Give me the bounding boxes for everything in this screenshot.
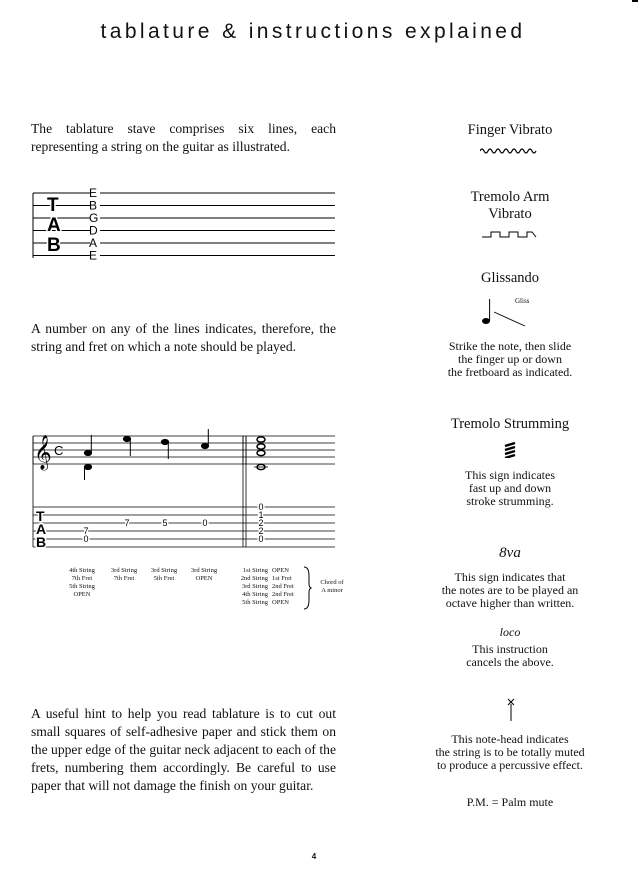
note-label-2: 3rd String 7th Fret [110,567,138,582]
treble-clef-icon: 𝄞 [34,436,52,469]
note-label-4: 3rd String OPEN [190,567,218,582]
hint-paragraph: A useful hint to help you read tablature is to cut out small squares of self-adhesive paper and stick them on the upper edge of the guitar neck adjacent to each of the frets, numbering them accordingly. Be careful to use paper that will not damage the finish on your guitar. [31,706,336,793]
glissando-heading: Glissando [481,270,539,286]
string-label: E [89,186,98,200]
note-head [84,450,91,455]
string-label: B [89,198,98,213]
note-head [201,443,208,448]
tab-letter-b: B [36,534,47,550]
time-signature: C [54,443,64,458]
note-label-3: 3rd String 5th Fret [150,567,178,582]
tab-letter-b: B [47,235,61,256]
chord-brace-icon [302,566,312,610]
gliss-label: Gliss [515,297,530,305]
whole-note [257,437,265,442]
page-number: 4 [311,852,317,861]
chord-frets: OPEN 1st Fret 2nd Fret 2nd Fret OPEN [272,567,294,606]
string-label: D [89,223,98,238]
intro-paragraph: The tablature stave comprises six lines, each representing a string on the guitar as illustrated. [31,121,336,154]
tab-letter-a: A [47,215,61,236]
tremolo-strum-icon [503,442,517,458]
tab-number: 1 [258,510,264,520]
tab-number: 0 [202,518,208,528]
finger-vibrato-heading: Finger Vibrato [467,122,553,138]
string-label: A [89,236,98,250]
ottava-description: This sign indicates that the notes are to be played an octave higher than written. [441,570,579,610]
note-head [84,464,91,469]
corner-mark [632,0,638,2]
tremolo-strumming-heading: Tremolo Strumming [450,416,570,432]
whole-note [257,450,265,455]
loco-sign: loco [499,625,521,639]
tab-number: 0 [258,534,264,544]
loco-description: This instruction cancels the above. [466,642,554,669]
tab-stave-diagram [30,183,340,263]
tab-letter-t: T [36,508,45,524]
note-head [123,436,130,441]
string-label: E [89,248,98,263]
tab-number: 7 [83,526,89,536]
tremolo-arm-heading: Tremolo Arm Vibrato [470,189,550,222]
chord-strings: 1st String 2nd String 3rd String 4th String 5th String [240,567,268,606]
note-label-1: 4th String 7th Fret 5th String OPEN [69,567,95,598]
muted-description: This note-head indicates the string is to be totally muted to produce a percussive effect. [435,732,585,772]
tab-number: 5 [162,518,168,528]
music-example [30,420,340,555]
strumming-description: This sign indicates fast up and down stroke strumming. [465,468,555,508]
glissando-icon [480,293,540,329]
muted-note-icon [505,697,519,723]
tremolo-arm-icon [482,230,540,240]
string-label: G [89,211,99,225]
tab-letter-a: A [36,521,47,537]
page-title: tablature & instructions explained [100,20,526,43]
tab-number: 0 [258,502,264,512]
note-head [161,439,168,444]
tab-number: 0 [83,534,89,544]
whole-note [257,444,265,449]
chord-name: Chord of A minor [320,579,344,594]
palm-mute-text: P.M. = Palm mute [466,795,554,809]
tab-number: 2 [258,526,264,536]
number-paragraph: A number on any of the lines indicates, therefore, the string and fret on which a note should be played. [31,321,336,354]
tab-number: 2 [258,518,264,528]
glissando-description: Strike the note, then slide the finger up or down the fretboard as indicated. [447,339,573,379]
tab-letter-t: T [47,195,59,216]
tab-number: 7 [124,518,130,528]
ottava-sign: 8va [499,545,521,561]
vibrato-wavy-icon [480,146,540,156]
